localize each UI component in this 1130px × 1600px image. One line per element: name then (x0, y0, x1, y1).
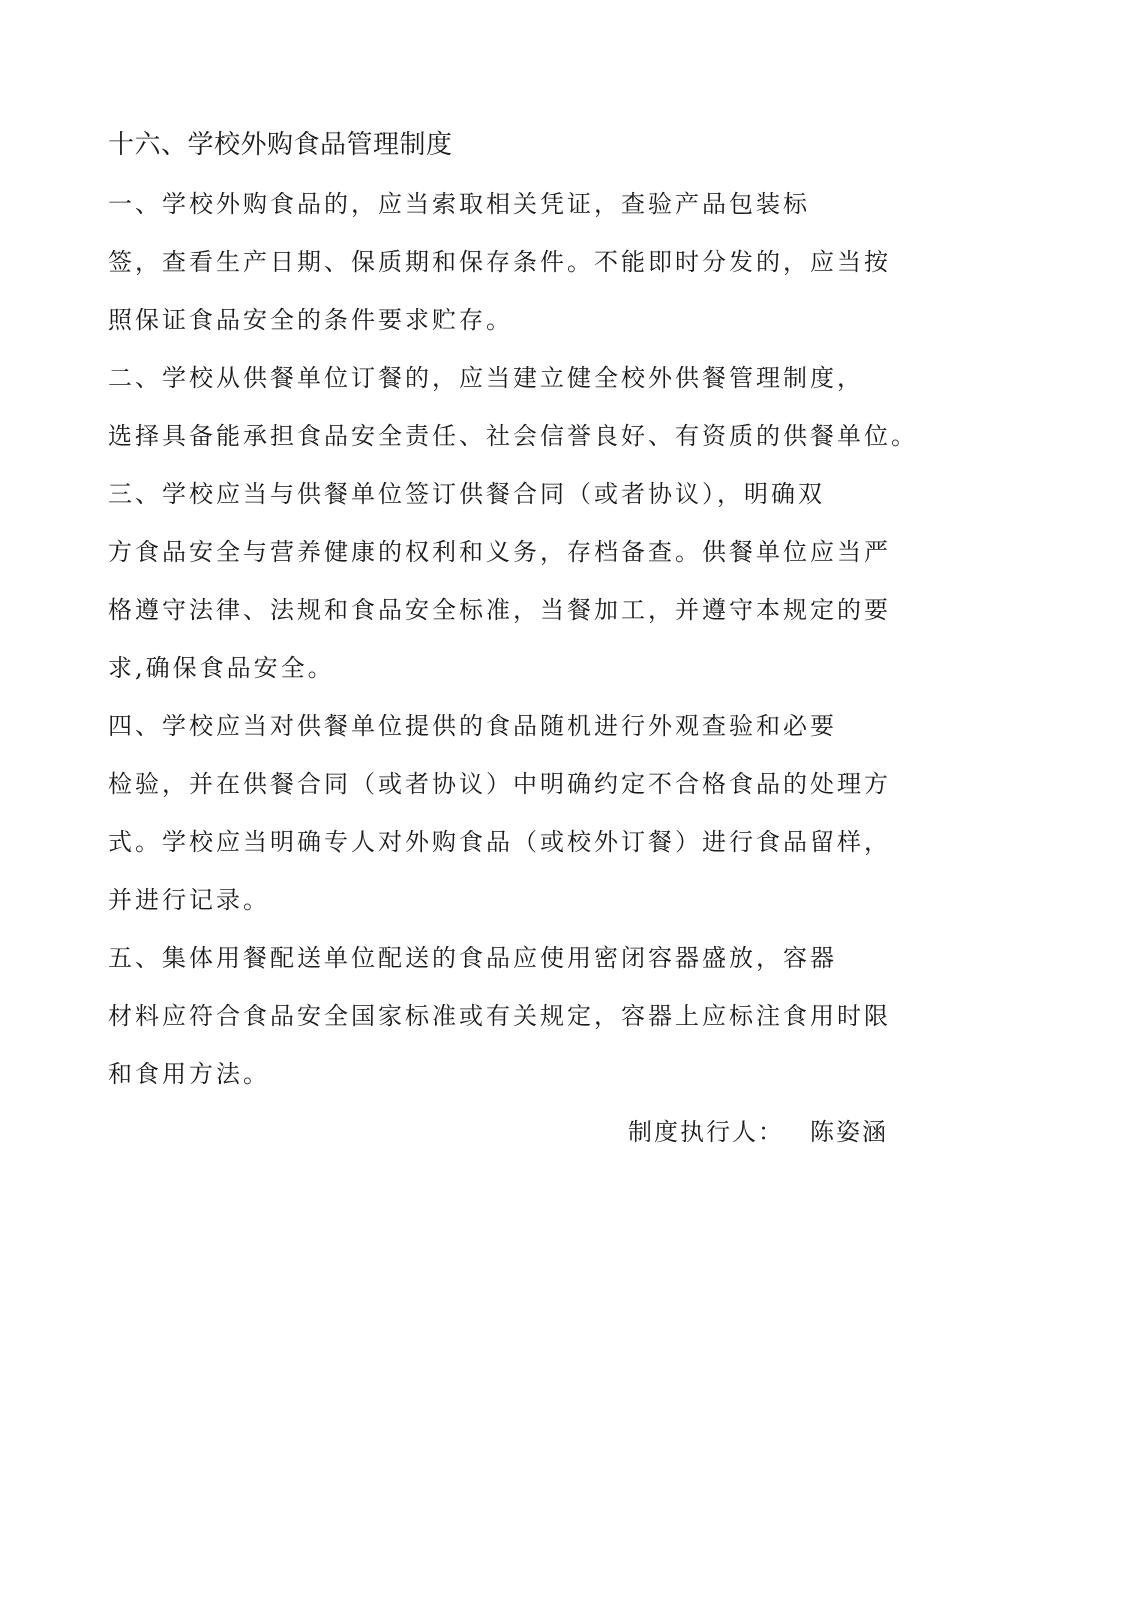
text-line-5: 选择具备能承担食品安全责任、社会信誉良好、有资质的供餐单位。 (108, 422, 918, 450)
text-line-12: 式。学校应当明确专人对外购食品（或校外订餐）进行食品留样， (108, 828, 891, 856)
signature-block (628, 1116, 888, 1148)
text-line-7: 方食品安全与营养健康的权利和义务，存档备查。供餐单位应当严 (108, 538, 891, 566)
text-line-3: 照保证食品安全的条件要求贮存。 (108, 306, 513, 334)
text-line-11: 检验，并在供餐合同（或者协议）中明确约定不合格食品的处理方 (108, 770, 891, 798)
text-line-9: 求,确保食品安全。 (108, 654, 335, 682)
text-line-6: 三、学校应当与供餐单位签订供餐合同（或者协议），明确双 (108, 480, 825, 508)
text-line-14: 五、集体用餐配送单位配送的食品应使用密闭容器盛放，容器 (108, 944, 837, 972)
text-line-13: 并进行记录。 (108, 886, 270, 914)
document-title: 十六、学校外购食品管理制度 (108, 130, 453, 160)
text-line-4: 二、学校从供餐单位订餐的，应当建立健全校外供餐管理制度， (108, 364, 864, 392)
text-line-15: 材料应符合食品安全国家标准或有关规定，容器上应标注食用时限 (108, 1002, 891, 1030)
signature-label: 制度执行人： (628, 1118, 784, 1146)
text-line-16: 和食用方法。 (108, 1060, 270, 1088)
text-line-10: 四、学校应当对供餐单位提供的食品随机进行外观查验和必要 (108, 712, 837, 740)
text-line-8: 格遵守法律、法规和食品安全标准，当餐加工，并遵守本规定的要 (108, 596, 891, 624)
signature-name: 陈姿涵 (810, 1118, 888, 1146)
text-line-1: 一、学校外购食品的，应当索取相关凭证，查验产品包装标 (108, 190, 810, 218)
text-line-2: 签，查看生产日期、保质期和保存条件。不能即时分发的，应当按 (108, 248, 891, 276)
